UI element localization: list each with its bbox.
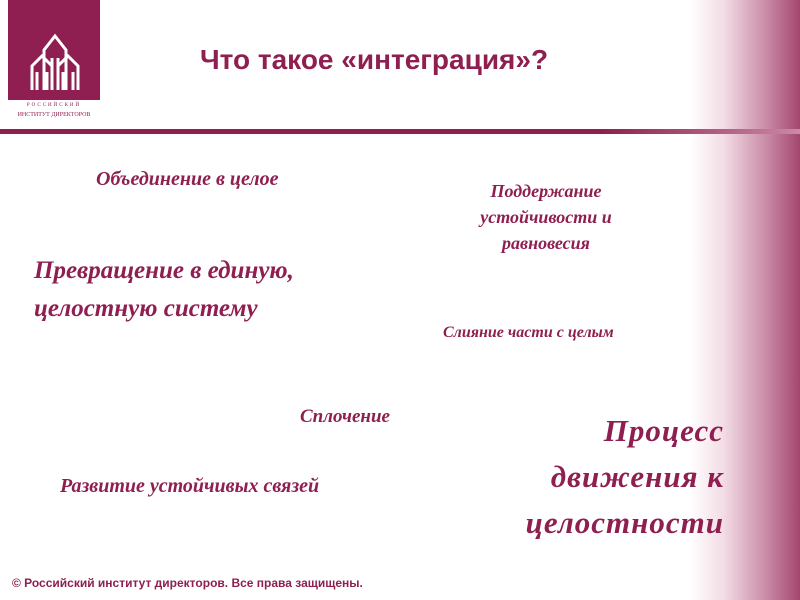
- page-title: Что такое «интеграция»?: [200, 44, 549, 75]
- term-splochenie: Сплочение: [300, 406, 390, 427]
- term-prevrashchenie: Превращение в единую, целостную систему: [34, 257, 294, 322]
- term-obedinenie: Объединение в целое: [96, 168, 279, 190]
- logo-text-line2: ИНСТИТУТ ДИРЕКТОРОВ: [17, 112, 91, 118]
- copyright-footer: © Российский институт директоров. Все права защищены.: [12, 576, 363, 590]
- logo-text-line1: РОССИЙСКИЙ: [26, 103, 82, 108]
- term-sliyanie: Слияние части с целым: [443, 324, 614, 341]
- building-icon: [8, 0, 100, 100]
- header-divider: [0, 129, 800, 134]
- term-process: Процесс движения к целостности: [525, 413, 724, 540]
- term-podderzhanie: Поддержание устойчивости и равновесия: [480, 181, 612, 253]
- term-razvitie: Развитие устойчивых связей: [60, 475, 320, 497]
- company-logo: [8, 0, 100, 126]
- logo-mark: [8, 0, 100, 100]
